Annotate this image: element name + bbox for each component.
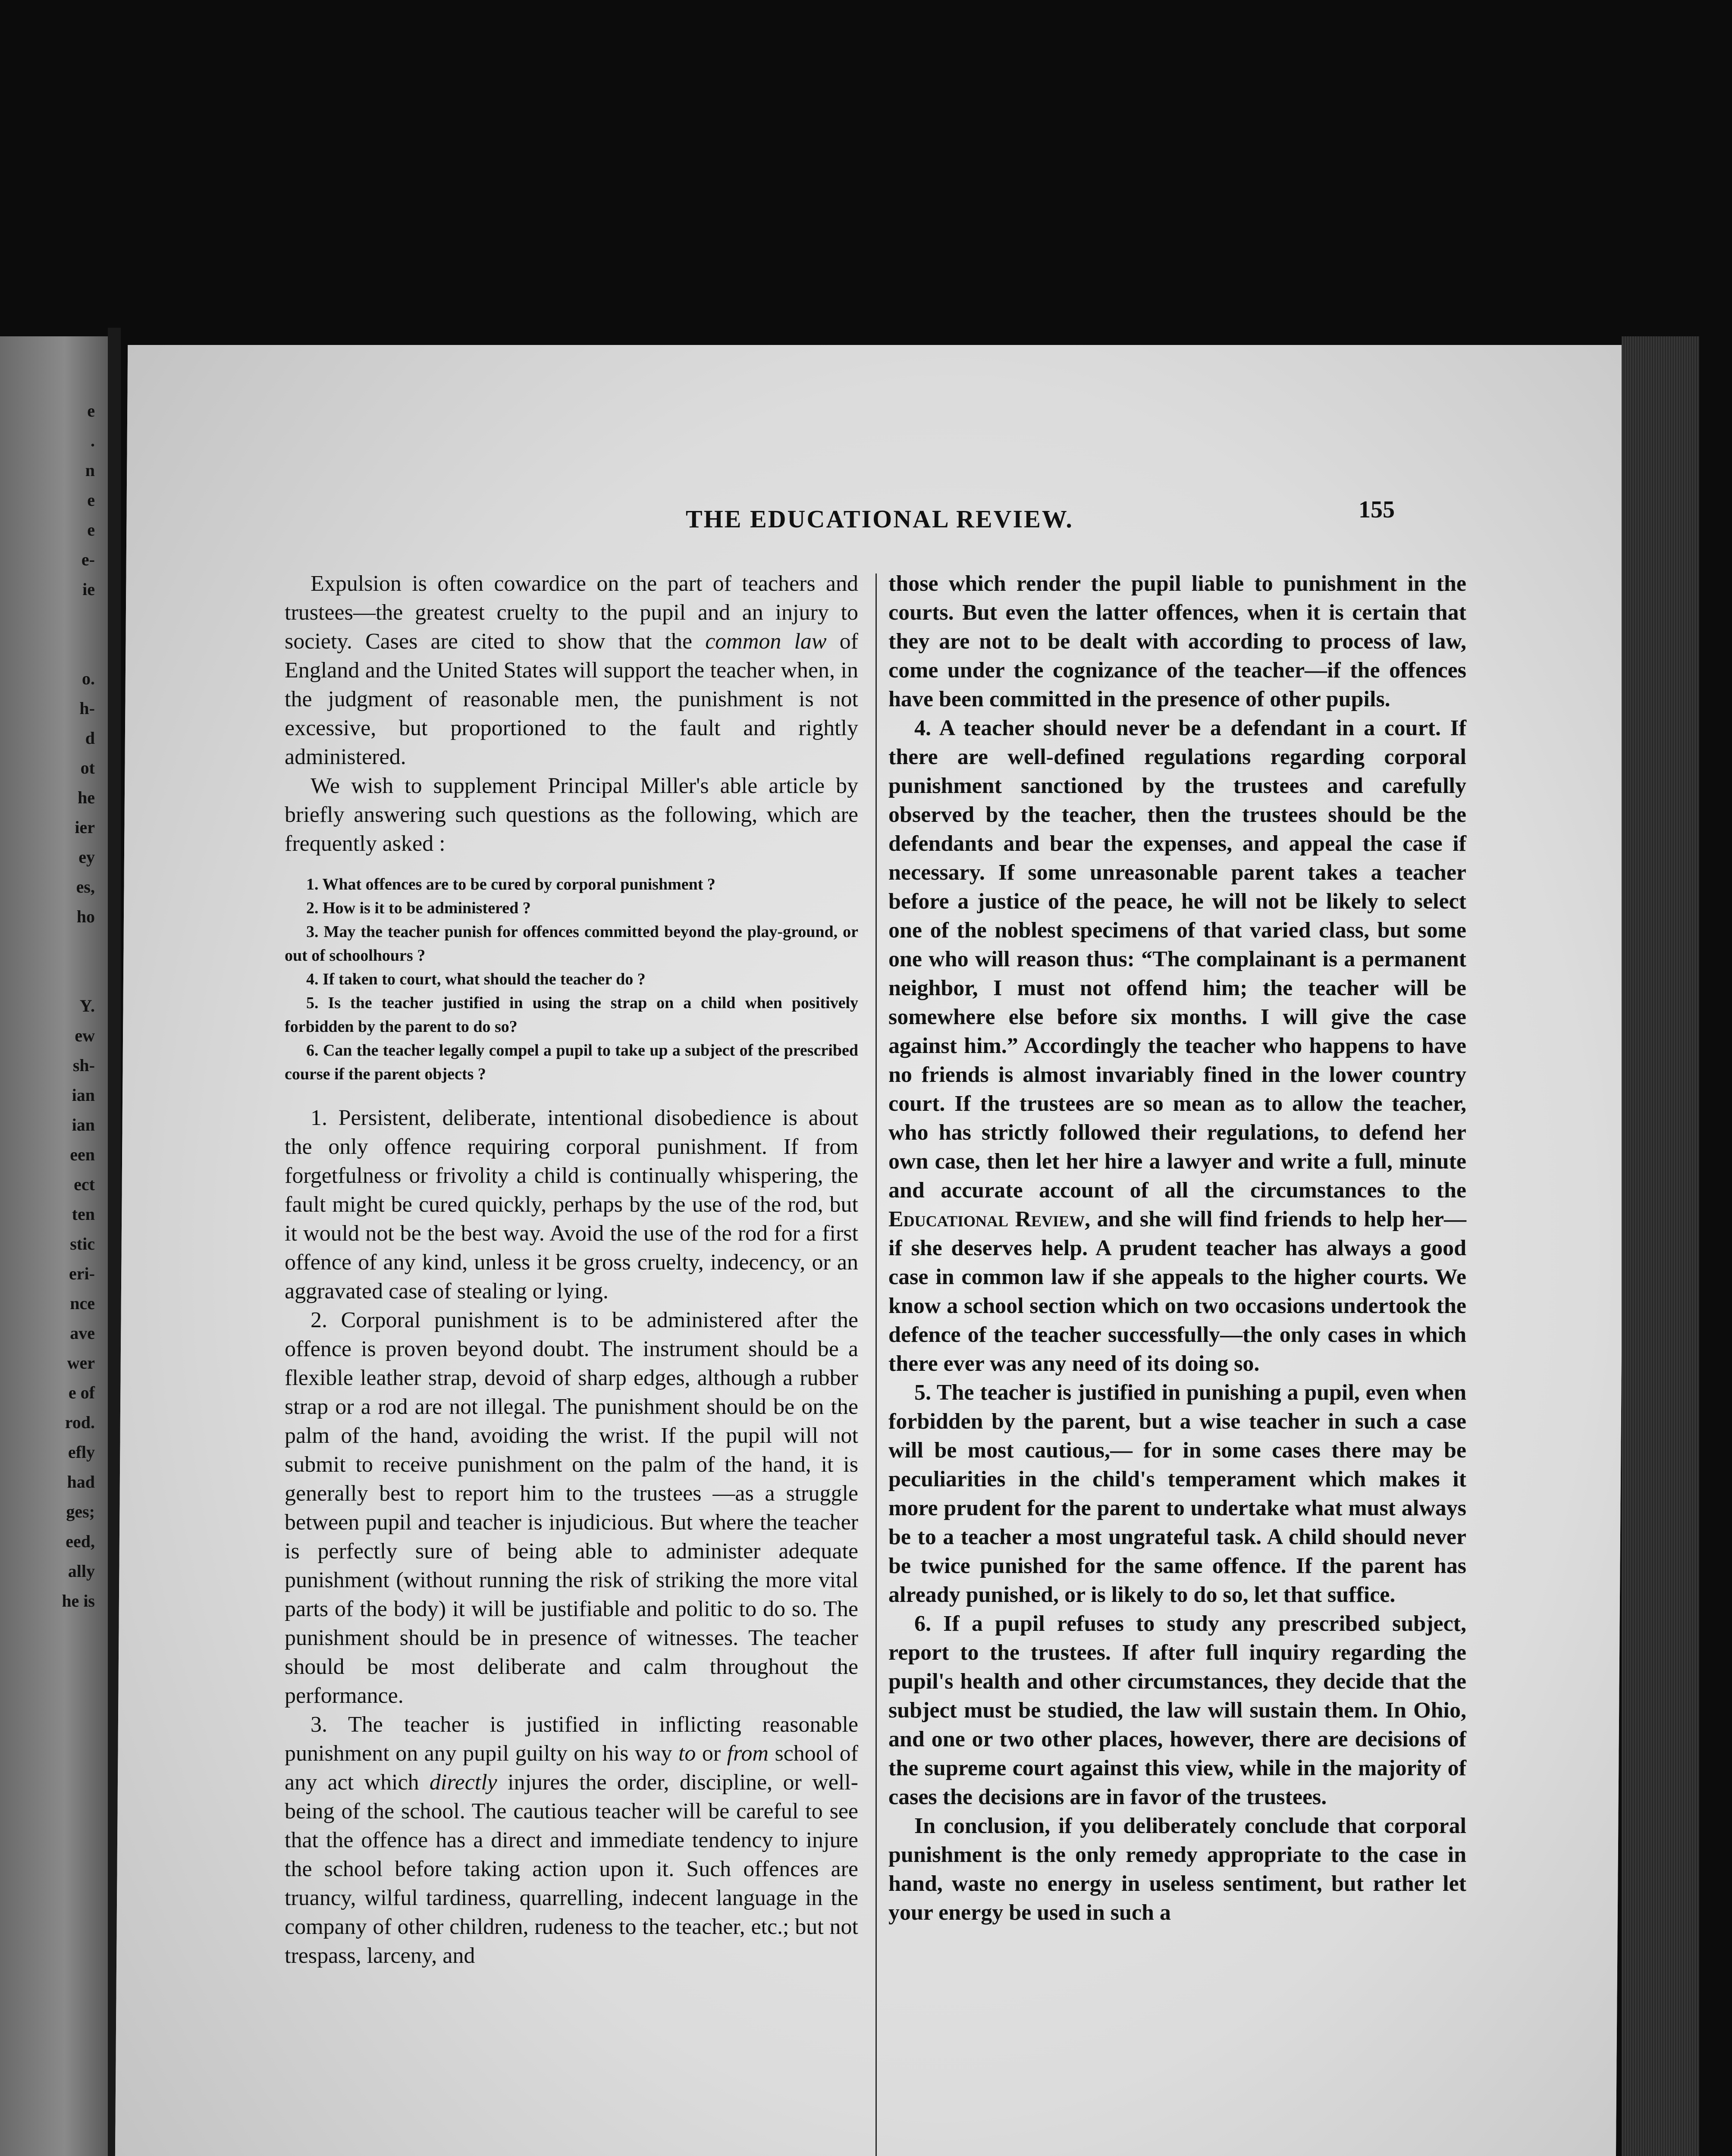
left-page-fragment: ier bbox=[75, 818, 95, 837]
left-page-fragment: e of bbox=[68, 1383, 95, 1402]
left-page-fragment bbox=[9, 604, 95, 634]
left-page-fragment: eri- bbox=[69, 1264, 95, 1283]
question-item: 3. May the teacher punish for offences committed beyond the play-ground, or out of schoolhours ? bbox=[285, 923, 858, 965]
left-page-fragment: efly bbox=[68, 1442, 95, 1462]
answer-1: 1. Persistent, deliberate, intentional disobedience is about the only offence requiring corporal punishment. If from forgetfulness or frivolity a child is continually whispering, the fault might be cured quickly, perhaps by the use of the rod, but it would not be the best way. Avoid the use of the rod for a first offence of any kind, unless it be gross cruelty, indecency, or an aggravated case of stealing or lying. bbox=[285, 1106, 858, 1304]
answer-2: 2. Corporal punishment is to be administered after the offence is proven beyond doubt. The instrument should be a flexible leather strap, devoid of sharp edges, although a rubber strap or a rod are not illegal. The punishment should be on the palm of the hand, avoiding the wrist. If the pupil will not submit to receive punishment on the palm of the hand, it is generally best to report him to the trustees —as a struggle between pupil and teacher is injudicious. But where the teacher is perfectly sure of being able to administer adequate punishment (without running the risk of striking the more vital parts of the body) it will be justifiable and politic to do so. The punishment should be in presence of witnesses. The teacher should be most deliberate and calm throughout the performance. bbox=[285, 1308, 858, 1708]
left-page-fragment: had bbox=[67, 1472, 95, 1492]
left-page-fragment: Y. bbox=[79, 996, 95, 1015]
answer-4: 4. A teacher should never be a defendant in a court. If there are well-defined regulations regarding corporal punishment sanctioned by the trustees and carefully observed by the teacher, then the trustees should be the defendants and bear the expenses, and appeal the case if necessary. If some unreasonable parent takes a teacher before a justice of the peace, he will not be likely to select one of the noblest specimens of that varied class, but some one who will reason thus: “The complainant is a permanent neighbor, I must not offend him; the teacher will be somewhere else before six months. I will give the case against him.” Accordingly the teacher who happens to have no friends is almost invariably fined in the lower country court. If the trustees are so mean as to allow the teacher, who has strictly followed their regulations, to defend her own case, then let her hire a lawyer and write a full, minute and accurate account of all the circumstances to the Educational Review, and she will find friends to help her—if she deserves help. A prudent teacher has always a good case in common law if she appeals to the higher courts. We know a school section which on two occasions undertook the defence of the teacher successfully—the only cases in which there ever was any need of its doing so. bbox=[888, 716, 1466, 1376]
left-page-fragment bbox=[9, 336, 95, 366]
left-page-fragment: e- bbox=[81, 550, 95, 569]
left-page-fragment: e bbox=[87, 520, 95, 539]
paragraph-conclusion: In conclusion, if you deliberately conclude that corporal punishment is the only remedy appropriate to the case in hand, waste no energy in useless sentiment, but rather let your energy be used in such a bbox=[888, 1814, 1466, 1925]
left-page-fragment: ian bbox=[72, 1115, 95, 1134]
paragraph-expulsion: Expulsion is often cowardice on the part of teachers and trustees—the greatest cruelty to the pupil and an injury to society. Cases are cited to show that the common law of England and the United States will support the teacher when, in the judgment of reasonable men, the punishment is not excessive, but proportioned to the fault and rightly administered. bbox=[285, 571, 858, 769]
left-page-text-fragments bbox=[9, 336, 95, 1616]
question-item: 6. Can the teacher legally compel a pupil to take up a subject of the prescribed course if the parent objects ? bbox=[285, 1041, 858, 1083]
left-page-fragment: d bbox=[85, 728, 95, 748]
question-item: 1. What offences are to be cured by corporal punishment ? bbox=[306, 875, 715, 893]
page-number: 155 bbox=[1359, 496, 1395, 523]
left-page-fragment: nce bbox=[70, 1294, 95, 1313]
left-page-fragment: sh- bbox=[72, 1056, 95, 1075]
left-page-fragment bbox=[9, 634, 95, 664]
paragraph-continuation: those which render the pupil liable to punishment in the courts. But even the latter offences, when it is certain that they are not to be dealt with according to process of law, come under the cognizance of the teacher—if the offences have been committed in the presence of other pupils. bbox=[888, 571, 1466, 711]
left-page-fragment: ho bbox=[76, 907, 95, 926]
left-page-fragment: stic bbox=[70, 1234, 95, 1253]
left-page-fragment bbox=[9, 961, 95, 991]
left-page-fragment: es, bbox=[76, 877, 95, 896]
answer-5: 5. The teacher is justified in punishing a pupil, even when forbidden by the parent, but a wise teacher in such a case will be most cautious,— for in some cases there may be peculiarities in the child's temperament which makes it more prudent for the parent to undertake what must always be to a teacher a most ungrateful task. A child should never be twice punished for the same offence. If the parent has already punished, or is likely to do so, let that suffice. bbox=[888, 1380, 1466, 1607]
left-page-fragment: ave bbox=[70, 1323, 95, 1343]
answer-3: 3. The teacher is justified in inflicting reasonable punishment on any pupil guilty on his way to or from school of any act which directly injures the order, discipline, or well-being of the school. The cautious teacher will be careful to see that the offence has a direct and immediate tendency to injure the school before taking action upon it. Such offences are truancy, wilful tardiness, quarrelling, indecent language in the company of other children, rudeness to the teacher, etc.; but not trespass, larceny, and bbox=[285, 1712, 858, 1968]
left-page-edge bbox=[0, 336, 108, 2156]
right-column bbox=[888, 569, 1466, 1927]
left-page-fragment: ian bbox=[72, 1085, 95, 1105]
left-page-fragment: eed, bbox=[66, 1532, 95, 1551]
question-item: 4. If taken to court, what should the teacher do ? bbox=[306, 970, 646, 988]
left-page-fragment: e bbox=[87, 490, 95, 510]
question-list bbox=[285, 873, 858, 1086]
left-page-fragment: ect bbox=[74, 1175, 95, 1194]
left-page-fragment: ey bbox=[78, 847, 95, 867]
paragraph-supplement: We wish to supplement Principal Miller's able article by briefly answering such questions as the following, which are frequently asked : bbox=[285, 774, 858, 856]
left-page-fragment: ally bbox=[68, 1561, 95, 1581]
question-item: 2. How is it to be administered ? bbox=[306, 899, 531, 917]
left-page-fragment: rod. bbox=[65, 1413, 95, 1432]
left-page-fragment: ges; bbox=[66, 1502, 95, 1521]
question-item: 5. Is the teacher justified in using the strap on a child when positively forbidden by the parent to do so? bbox=[285, 994, 858, 1036]
left-page-fragment: wer bbox=[67, 1353, 95, 1373]
left-page-fragment bbox=[9, 931, 95, 961]
left-page-fragment: he bbox=[78, 788, 95, 807]
running-header: THE EDUCATIONAL REVIEW. bbox=[686, 505, 1073, 533]
left-page-fragment: . bbox=[91, 431, 95, 450]
left-page-fragment: he is bbox=[62, 1591, 95, 1611]
left-page-fragment: ten bbox=[72, 1204, 95, 1224]
left-column bbox=[285, 569, 858, 1970]
left-page-fragment: o. bbox=[82, 669, 95, 688]
left-page-fragment: ie bbox=[82, 580, 95, 599]
answer-6: 6. If a pupil refuses to study any prescribed subject, report to the trustees. If after full inquiry regarding the pupil's health and other circumstances, they decide that the subject must be studied, the law will sustain them. In Ohio, and one or two other places, however, there are decisions of the supreme court against this view, while in the majority of cases the decisions are in favor of the trustees. bbox=[888, 1611, 1466, 1809]
left-page-fragment: ew bbox=[75, 1026, 95, 1045]
left-page-fragment: h- bbox=[79, 699, 95, 718]
left-page-fragment bbox=[9, 366, 95, 396]
left-page-fragment: een bbox=[70, 1145, 95, 1164]
page-stack-edge bbox=[1622, 336, 1699, 2156]
column-divider bbox=[875, 573, 877, 2156]
left-page-fragment: e bbox=[87, 401, 95, 420]
left-page-fragment: ot bbox=[80, 758, 95, 777]
left-page-fragment: n bbox=[85, 461, 95, 480]
